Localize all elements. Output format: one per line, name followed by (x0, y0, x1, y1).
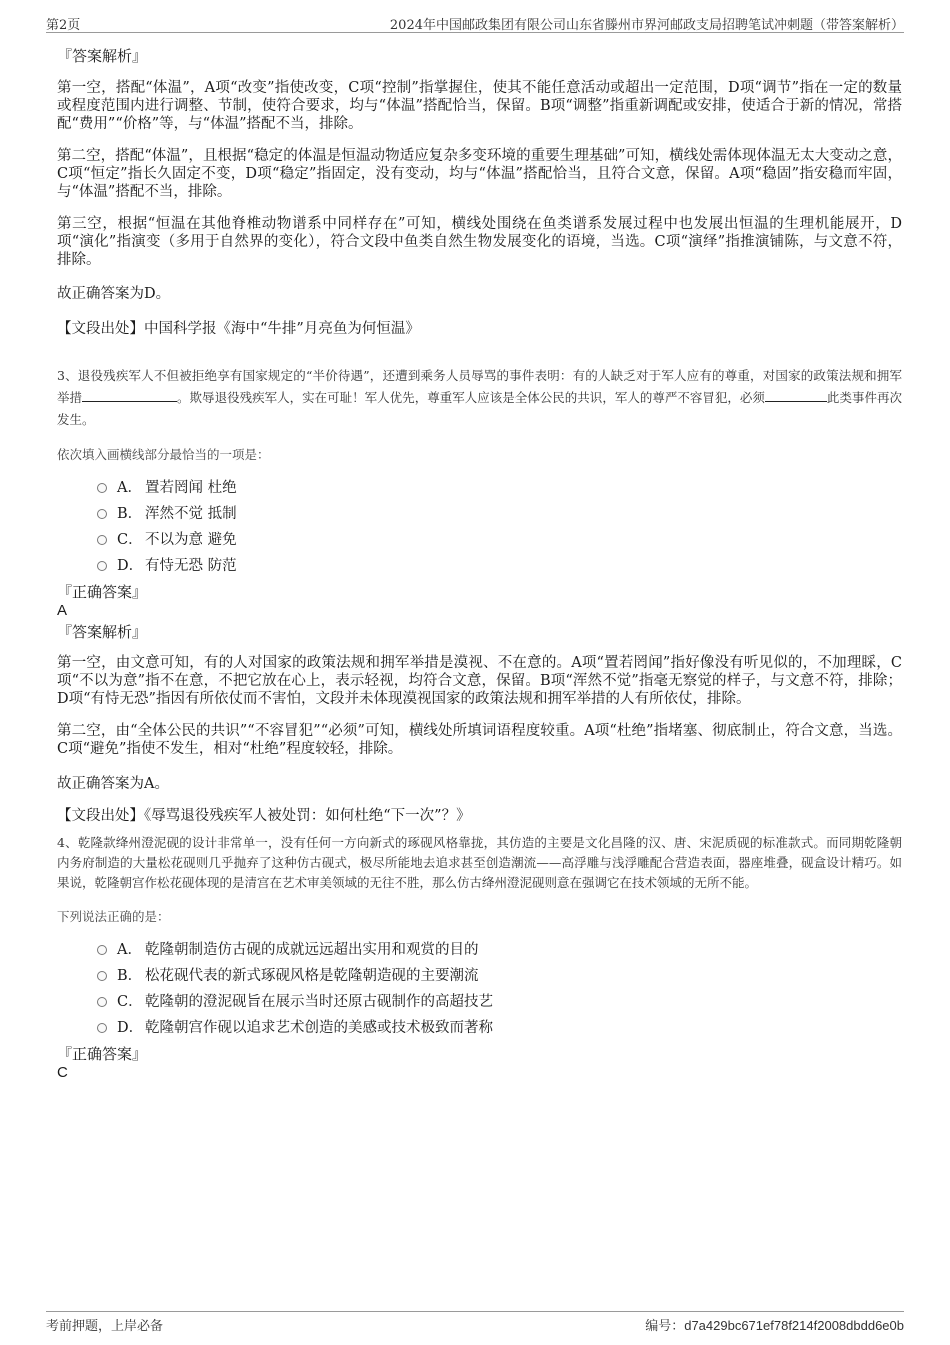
radio-button[interactable] (97, 1023, 107, 1033)
question-4-prompt: 下列说法正确的是： (57, 909, 170, 924)
question-4-options (57, 937, 902, 1041)
question-4-text: 4、乾隆款绛州澄泥砚的设计非常单一，没有任何一方向新式的琢砚风格靠拢，其仿造的主要是文化昌隆的汉、唐、宋泥质砚的标准款式。而同期乾隆朝内务府制造的大量松花砚则几乎抛弃了这种仿古砚式，极尽所能地去追求甚至创造潮流——高浮雕与浅浮雕配合营造表面，器座堆叠，砚盒设计精巧。如果说，乾隆朝宫作松花砚体现的是清宫在艺术审美领域的无往不胜，那么仿古绛州澄泥砚则意在强调它在技术领域的无所不能。 (57, 835, 902, 890)
q3-analysis-para-2: 第二空，由“全体公民的共识”“不容冒犯”“必须”可知，横线处所填词语程度较重。A项“杜绝”指堵塞、彻底制止，符合文意，当选。C项“避免”指使不发生，相对“杜绝”程度较轻，排除。 (57, 723, 902, 757)
document-code: 编号：d7a429bc671ef78f214f2008dbdd6e0b (645, 1318, 904, 1334)
q2-analysis-para-3: 第三空，根据“恒温在其他脊椎动物谱系中同样存在”可知，横线处围绕在鱼类谱系发展过程中也发展出恒温的生理机能展开，D项“演化”指演变（多用于自然界的变化），符合文段中鱼类自然生物发展变化的语境，当选。C项“演绎”指推演铺陈，与文意不符，排除。 (57, 216, 902, 268)
document-title: 2024年中国邮政集团有限公司山东省滕州市界河邮政支局招聘笔试冲刺题（带答案解析） (389, 18, 904, 33)
option-b[interactable]: B． 浑然不觉 抵制 (97, 501, 902, 527)
question-3-text: 3、退役残疾军人不但被拒绝享有国家规定的“半价待遇”，还遭到乘务人员辱骂的事件表明：有的人缺乏对于军人应有的尊重，对国家的政策法规和拥军举措 。欺辱退役残疾军人，实在可耻！军人优先，尊重军人应该是全体公民的共识，军人的尊严不容冒犯，必须 此类事件再次发生。 (57, 368, 902, 427)
option-c[interactable]: C． 不以为意 避免 (97, 527, 902, 553)
option-b[interactable]: B． 松花砚代表的新式琢砚风格是乾隆朝造砚的主要潮流 (97, 963, 902, 989)
question-4-answer: C (57, 1064, 68, 1081)
question-3-prompt: 依次填入画横线部分最恰当的一项是： (57, 447, 270, 462)
radio-button[interactable] (97, 997, 107, 1007)
page-footer (46, 1311, 904, 1336)
footer-slogan: 考前押题，上岸必备 (46, 1319, 164, 1334)
page-number: 第2页 (46, 18, 81, 33)
page-header (46, 12, 904, 33)
q3-source: 【文段出处】《辱骂退役残疾军人被处罚：如何杜绝“下一次”？》 (57, 808, 471, 824)
analysis-label: 『答案解析』 (57, 47, 148, 65)
option-a[interactable]: A． 乾隆朝制造仿古砚的成就远远超出实用和观赏的目的 (97, 937, 902, 963)
option-a[interactable]: A． 置若罔闻 杜绝 (97, 475, 902, 501)
q3-analysis-para-1: 第一空，由文意可知，有的人对国家的政策法规和拥军举措是漠视、不在意的。A项“置若罔闻”指好像没有听见似的，不加理睬，C项“不以为意”指不在意，不把它放在心上，表示轻视，均符合文意，保留。B项“浑然不觉”指毫无察觉的样子，与文意不符，排除；D项“有恃无恐”指因有所依仗而不害怕，文段并未体现漠视国家的政策法规和拥军举措的人有所依仗，排除。 (57, 655, 902, 707)
question-3-options (57, 475, 902, 579)
q3-conclusion: 故正确答案为A。 (57, 776, 169, 792)
radio-button[interactable] (97, 561, 107, 571)
radio-button[interactable] (97, 535, 107, 545)
correct-answer-label: 『正确答案』 (57, 583, 148, 601)
option-c[interactable]: C． 乾隆朝的澄泥砚旨在展示当时还原古砚制作的高超技艺 (97, 989, 902, 1015)
page-content (57, 46, 902, 1082)
q2-analysis-para-1: 第一空，搭配“体温”，A项“改变”指使改变，C项“控制”指掌握住，使其不能任意活动或超出一定范围，D项“调节”指在一定的数量或程度范围内进行调整、节制，使符合要求，均与“体温”搭配恰当，保留。B项“调整”指重新调配或安排，使适合于新的情况，常搭配“费用”“价格”等，与“体温”搭配不当，排除。 (57, 80, 902, 132)
blank-2 (765, 387, 827, 402)
radio-button[interactable] (97, 509, 107, 519)
correct-answer-label: 『正确答案』 (57, 1045, 148, 1063)
radio-button[interactable] (97, 945, 107, 955)
radio-button[interactable] (97, 971, 107, 981)
q2-conclusion: 故正确答案为D。 (57, 286, 171, 302)
option-d[interactable]: D． 有恃无恐 防范 (97, 553, 902, 579)
q2-analysis-para-2: 第二空，搭配“体温”，且根据“稳定的体温是恒温动物适应复杂多变环境的重要生理基础”可知，横线处需体现体温无太大变动之意，C项“恒定”指长久固定不变，D项“稳定”指固定，没有变动，均与“体温”搭配恰当，且符合文意，保留。A项“稳固”指安稳而牢固，与“体温”搭配不当，排除。 (57, 148, 902, 200)
q2-source: 【文段出处】中国科学报《海中“牛排”月亮鱼为何恒温》 (57, 321, 420, 337)
option-d[interactable]: D． 乾隆朝宫作砚以追求艺术创造的美感或技术极致而著称 (97, 1015, 902, 1041)
question-3-answer: A (57, 602, 68, 619)
analysis-label: 『答案解析』 (57, 623, 148, 641)
radio-button[interactable] (97, 483, 107, 493)
blank-1 (82, 387, 177, 402)
